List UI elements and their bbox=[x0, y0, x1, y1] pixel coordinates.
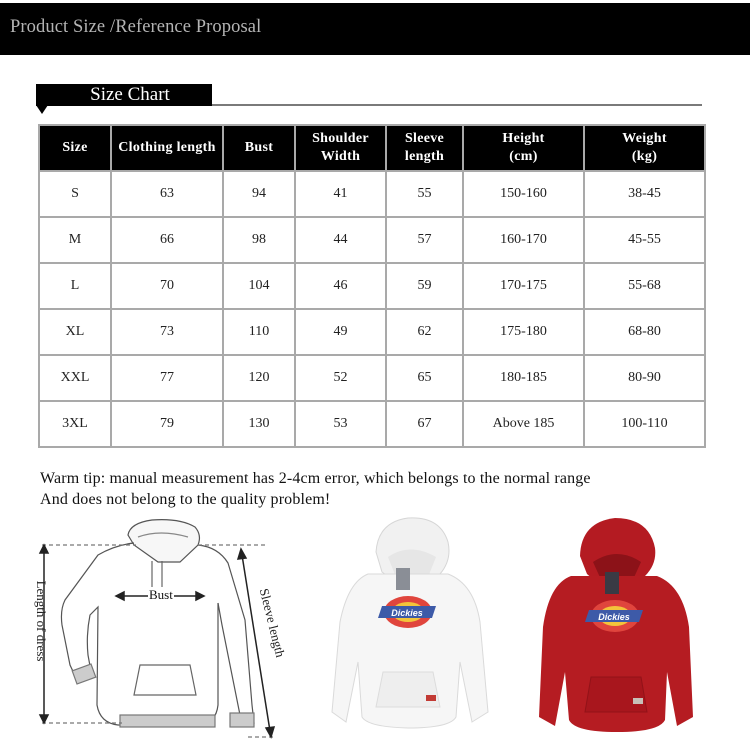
header-banner bbox=[0, 3, 750, 55]
section-tab bbox=[36, 84, 212, 106]
col-header-weight: Weight (kg) bbox=[584, 125, 705, 171]
cell-weight: 68-80 bbox=[584, 309, 705, 355]
cell-height: 175-180 bbox=[463, 309, 584, 355]
table-row bbox=[39, 401, 705, 447]
cell-height: 150-160 bbox=[463, 171, 584, 217]
cell-size: XXL bbox=[39, 355, 111, 401]
tab-notch-icon bbox=[36, 105, 48, 114]
hoodie-outline-icon bbox=[30, 515, 285, 740]
cell-clothing-length: 63 bbox=[111, 171, 223, 217]
cell-shoulder-width: 52 bbox=[295, 355, 386, 401]
logo-text: Dickies bbox=[391, 608, 423, 618]
cell-weight: 100-110 bbox=[584, 401, 705, 447]
section-title: Size Chart bbox=[90, 84, 170, 105]
col-header-bust: Bust bbox=[223, 125, 295, 171]
section-divider bbox=[210, 104, 702, 106]
cell-bust: 120 bbox=[223, 355, 295, 401]
col-header-clothing-length: Clothing length bbox=[111, 125, 223, 171]
cell-sleeve-length: 62 bbox=[386, 309, 463, 355]
cell-weight: 45-55 bbox=[584, 217, 705, 263]
cell-clothing-length: 66 bbox=[111, 217, 223, 263]
col-header-shoulder-width: Shoulder Width bbox=[295, 125, 386, 171]
size-chart-table bbox=[38, 124, 706, 448]
cell-clothing-length: 79 bbox=[111, 401, 223, 447]
cell-sleeve-length: 55 bbox=[386, 171, 463, 217]
cell-height: Above 185 bbox=[463, 401, 584, 447]
cell-bust: 98 bbox=[223, 217, 295, 263]
measurement-diagram bbox=[30, 515, 289, 740]
cell-bust: 94 bbox=[223, 171, 295, 217]
cell-bust: 130 bbox=[223, 401, 295, 447]
warm-tip-line-1: Warm tip: manual measurement has 2-4cm error, which belongs to the normal range bbox=[40, 470, 591, 487]
cell-weight: 38-45 bbox=[584, 171, 705, 217]
cell-size: XL bbox=[39, 309, 111, 355]
cell-size: L bbox=[39, 263, 111, 309]
cell-shoulder-width: 53 bbox=[295, 401, 386, 447]
cell-clothing-length: 77 bbox=[111, 355, 223, 401]
length-of-dress-label: Length of dress bbox=[34, 580, 49, 662]
cell-height: 160-170 bbox=[463, 217, 584, 263]
cell-height: 170-175 bbox=[463, 263, 584, 309]
col-header-sleeve-length: Sleeve length bbox=[386, 125, 463, 171]
cell-sleeve-length: 59 bbox=[386, 263, 463, 309]
cell-sleeve-length: 65 bbox=[386, 355, 463, 401]
cell-weight: 55-68 bbox=[584, 263, 705, 309]
bust-label: Bust bbox=[149, 587, 173, 602]
white-hoodie-image bbox=[328, 512, 493, 742]
table-row bbox=[39, 309, 705, 355]
cell-shoulder-width: 49 bbox=[295, 309, 386, 355]
cell-sleeve-length: 57 bbox=[386, 217, 463, 263]
cell-sleeve-length: 67 bbox=[386, 401, 463, 447]
cell-weight: 80-90 bbox=[584, 355, 705, 401]
cell-height: 180-185 bbox=[463, 355, 584, 401]
warm-tip-line-2: And does not belong to the quality problem! bbox=[40, 491, 331, 508]
cell-size: 3XL bbox=[39, 401, 111, 447]
col-header-height: Height (cm) bbox=[463, 125, 584, 171]
cell-clothing-length: 73 bbox=[111, 309, 223, 355]
banner-title: Product Size /Reference Proposal bbox=[10, 17, 262, 37]
warm-tip bbox=[40, 468, 591, 510]
product-photo-white bbox=[328, 512, 493, 742]
table-row bbox=[39, 171, 705, 217]
red-hoodie-image bbox=[535, 512, 700, 744]
cell-bust: 104 bbox=[223, 263, 295, 309]
col-header-size: Size bbox=[39, 125, 111, 171]
logo-text: Dickies bbox=[598, 612, 630, 622]
cell-size: S bbox=[39, 171, 111, 217]
table-row bbox=[39, 263, 705, 309]
table-header-row bbox=[39, 125, 705, 171]
sleeve-length-label: Sleeve length bbox=[256, 586, 289, 659]
cell-shoulder-width: 41 bbox=[295, 171, 386, 217]
cell-bust: 110 bbox=[223, 309, 295, 355]
cell-shoulder-width: 44 bbox=[295, 217, 386, 263]
table-row bbox=[39, 355, 705, 401]
table-row bbox=[39, 217, 705, 263]
cell-shoulder-width: 46 bbox=[295, 263, 386, 309]
cell-clothing-length: 70 bbox=[111, 263, 223, 309]
product-photo-red bbox=[535, 512, 700, 744]
cell-size: M bbox=[39, 217, 111, 263]
